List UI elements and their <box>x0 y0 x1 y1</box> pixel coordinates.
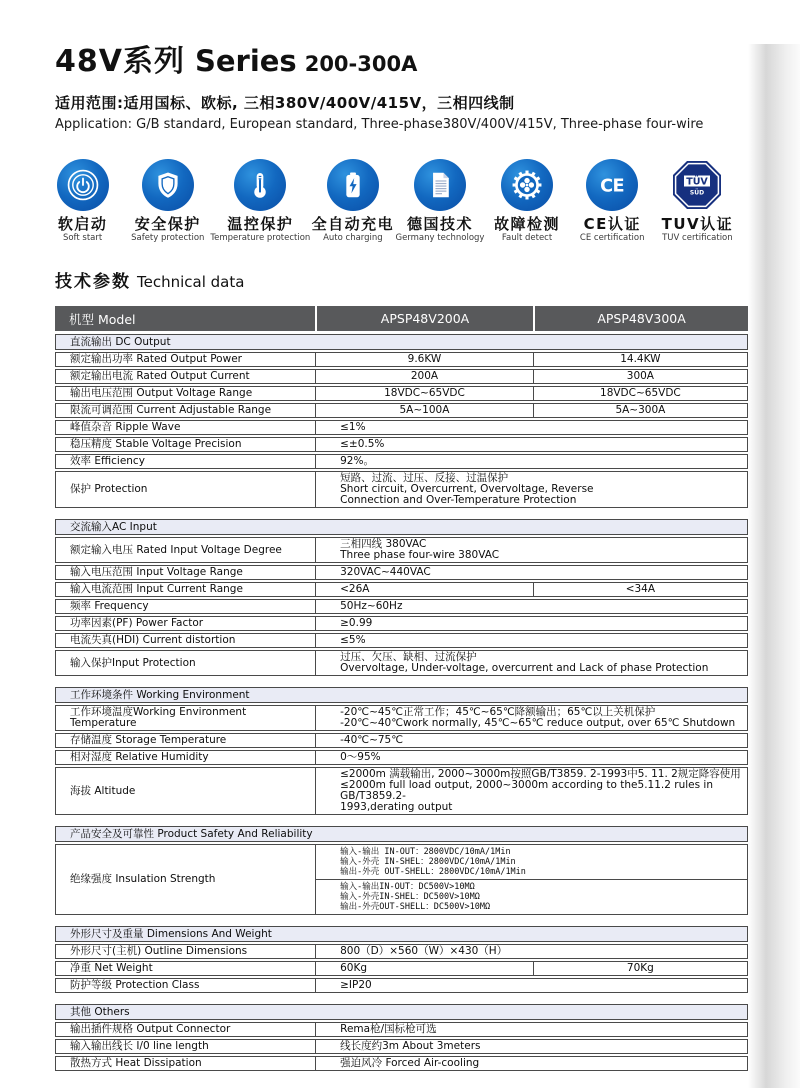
insulation-line: 输入-输出 IN-OUT：2800VDC/10mA/1Min <box>340 847 511 857</box>
spec-section <box>55 519 748 676</box>
spec-value-cell: 60Kg <box>315 962 533 975</box>
spec-row <box>55 352 748 367</box>
feature-item <box>484 159 569 244</box>
spec-label-cell: 海拔 Altitude <box>70 784 136 797</box>
feature-label-zh: 德国技术 <box>406 215 473 233</box>
spec-row <box>55 582 748 597</box>
spec-row <box>55 437 748 452</box>
spec-row <box>55 403 748 418</box>
spec-value-cell <box>315 600 747 613</box>
feature-item <box>125 159 210 244</box>
spec-label-cell: 外形尺寸(主机) Outline Dimensions <box>70 945 248 957</box>
spec-label-cell: 功率因素(PF) Power Factor <box>70 617 204 629</box>
ce-icon <box>586 159 638 211</box>
spec-value-line: Overvoltage, Under-voltage, overcurrent and Lack of phase Protection <box>340 662 709 674</box>
spec-row <box>55 386 748 401</box>
spec-section <box>55 1004 748 1071</box>
section-header: 其他 Others <box>55 1004 748 1020</box>
spec-row <box>55 961 748 976</box>
spec-value-cell: 300A <box>533 370 747 383</box>
section-header: 交流输入AC Input <box>55 519 748 535</box>
feature-item <box>570 159 655 244</box>
spec-value-cell <box>315 538 747 562</box>
feature-label-zh: CE认证 <box>583 215 641 233</box>
spec-value-cell: 70Kg <box>533 962 747 975</box>
application-en: Application: G/B standard, European standard, Three-phase380V/400V/415V, Three-phase four-wire <box>55 117 704 132</box>
spec-value-line: ≤1% <box>340 421 366 433</box>
feature-item <box>310 159 395 244</box>
feature-item <box>655 159 740 244</box>
spec-label-cell: 净重 Net Weight <box>70 962 153 974</box>
page-content <box>0 44 800 1071</box>
feature-item <box>210 159 310 244</box>
spec-row <box>55 844 748 915</box>
section-header: 产品安全及可靠性 Product Safety And Reliability <box>55 826 748 842</box>
spec-value-line: Rema枪/国标枪可选 <box>340 1023 437 1035</box>
spec-label-cell: 防护等级 Protection Class <box>70 979 200 991</box>
spec-value-cell: 5A~100A <box>315 404 533 417</box>
spec-label-cell: 输入电流范围 Input Current Range <box>70 583 243 595</box>
features-row <box>40 159 740 244</box>
title-range: 200-300A <box>304 52 418 76</box>
spec-label-cell: 限流可调范围 Current Adjustable Range <box>70 404 272 416</box>
spec-label-cell: 额定输出功率 Rated Output Power <box>70 353 242 365</box>
tech-heading-zh: 技术参数 <box>55 272 131 292</box>
spec-value-cell <box>315 651 747 675</box>
spec-value-line: ≥IP20 <box>340 979 372 991</box>
spec-label-cell: 额定输入电压 Rated Input Voltage Degree <box>70 543 282 556</box>
feature-label-en: Germany technology <box>395 233 485 243</box>
spec-row <box>55 750 748 765</box>
spec-value-line: ≤2000m full load output, 2000~3000m according to the5.11.2 rules in GB/T3859.2- <box>340 779 713 802</box>
feature-label-zh: 安全保护 <box>134 215 201 233</box>
spec-value-cell: 14.4KW <box>533 353 747 366</box>
spec-row <box>55 944 748 959</box>
spec-row <box>55 767 748 815</box>
spec-value-line: -40℃~75℃ <box>340 734 404 746</box>
spec-value-cell: 18VDC~65VDC <box>533 387 747 400</box>
spec-value-cell: 9.6KW <box>315 353 533 366</box>
model-header-label: 机型 Model <box>69 311 136 327</box>
spec-label-cell: 输入输出线长 I/0 line length <box>70 1040 209 1052</box>
feature-label-zh: 温控保护 <box>227 215 294 233</box>
feature-label-en: CE certification <box>579 233 645 243</box>
spec-row <box>55 978 748 993</box>
spec-label-cell: 效率 Efficiency <box>70 455 145 467</box>
spec-value-cell <box>315 566 747 579</box>
spec-label-cell: 绝缘强度 Insulation Strength <box>70 873 216 885</box>
spec-value-cell <box>315 438 747 451</box>
spec-value-line: 线长度约3m About 3meters <box>340 1040 481 1052</box>
spec-value-line: 92%。 <box>340 455 374 467</box>
spec-value-line: ≥0.99 <box>340 617 373 629</box>
spec-row <box>55 420 748 435</box>
spec-label-cell: 相对湿度 Relative Humidity <box>70 751 209 763</box>
feature-item <box>40 159 125 244</box>
title-zh: 48V系列 <box>55 44 185 79</box>
spec-label-cell: 工作环境温度Working Environment Temperature <box>70 706 247 729</box>
spec-label-cell: 输出插件规格 Output Connector <box>70 1023 231 1035</box>
spec-value-line: ≤2000m 满载输出, 2000~3000m按照GB/T3859. 2-1993中5. 11. 2规定降容使用 <box>340 768 741 780</box>
svg-text:CE: CE <box>600 176 625 197</box>
spec-value-cell <box>315 1023 747 1036</box>
svg-text:TÜV: TÜV <box>686 176 709 188</box>
feature-label-en: Fault detect <box>501 233 553 243</box>
spec-value-line: Connection and Over-Temperature Protection <box>340 494 577 506</box>
application-zh: 适用范围:适用国标、欧标, 三相380V/400V/415V，三相四线制 <box>55 94 515 112</box>
spec-row <box>55 616 748 631</box>
page-title <box>55 44 800 83</box>
spec-section <box>55 826 748 915</box>
spec-value-cell: 5A~300A <box>533 404 747 417</box>
spec-value-line: 800（D）×560（W）×430（H） <box>340 945 508 957</box>
spec-label-cell: 保护 Protection <box>70 483 148 495</box>
spec-value-cell <box>315 455 747 468</box>
spec-row <box>55 1056 748 1071</box>
feature-label-zh: 故障检测 <box>494 215 561 233</box>
spec-value-line: 50Hz~60Hz <box>340 600 403 612</box>
model-header-row <box>55 306 748 331</box>
spec-value-line: 强迫风冷 Forced Air-cooling <box>340 1057 480 1069</box>
spec-value-line: -20℃~45℃正常工作；45℃~65℃降额输出；65℃以上关机保护 <box>340 706 656 718</box>
feature-label-zh: TUV认证 <box>661 215 734 233</box>
spec-label-cell: 电流失真(HDI) Current distortion <box>70 634 236 646</box>
spec-value-cell: 18VDC~65VDC <box>315 387 533 400</box>
spec-value-line: 三相四线 380VAC <box>340 538 427 550</box>
spec-label-cell: 散热方式 Heat Dissipation <box>70 1057 202 1069</box>
feature-label-en: Temperature protection <box>210 233 311 243</box>
spec-section <box>55 926 748 993</box>
spec-value-line: Short circuit, Overcurrent, Overvoltage, Reverse <box>340 483 594 495</box>
spec-row <box>55 633 748 648</box>
spec-row <box>55 471 748 508</box>
spec-value-cell <box>315 421 747 434</box>
spec-row <box>55 1022 748 1037</box>
model-column-a: APSP48V200A <box>315 306 533 331</box>
spec-row <box>55 369 748 384</box>
spec-value-cell <box>315 945 747 958</box>
spec-value-cell <box>315 472 747 507</box>
spec-label-cell: 峰值杂音 Ripple Wave <box>70 421 181 433</box>
insulation-line: 输出-外壳 OUT-SHELL：2800VDC/10mA/1Min <box>340 867 526 877</box>
gear-icon <box>501 159 553 211</box>
spec-value-line: 0～95% <box>340 751 381 763</box>
spec-value-line: ≤±0.5% <box>340 438 385 450</box>
spec-value-line: 短路、过流、过压、反接、过温保护 <box>340 472 509 484</box>
spec-label-cell: 输出电压范围 Output Voltage Range <box>70 387 253 399</box>
insulation-line: 输入-外壳IN-SHEL：DC500V>10MΩ <box>340 892 480 902</box>
spec-table <box>55 306 748 1071</box>
section-header: 直流输出 DC Output <box>55 334 748 350</box>
spec-label-cell: 额定输出电流 Rated Output Current <box>70 370 250 382</box>
insulation-line: 输入-输出IN-OUT：DC500V>10MΩ <box>340 882 475 892</box>
feature-label-zh: 全自动充电 <box>311 215 395 233</box>
feature-label-en: Auto charging <box>323 233 383 243</box>
insulation-group <box>316 845 747 879</box>
feature-item <box>395 159 484 244</box>
tech-data-heading <box>55 270 800 294</box>
spec-label-cell: 输入电压范围 Input Voltage Range <box>70 566 243 578</box>
spec-value-cell <box>315 751 747 764</box>
feature-label-en: Soft start <box>62 233 103 243</box>
document-icon <box>414 159 466 211</box>
soft-start-icon <box>57 159 109 211</box>
spec-section <box>55 687 748 815</box>
feature-label-en: Safety protection <box>131 233 205 243</box>
spec-value-cell <box>315 734 747 747</box>
spec-label-cell: 频率 Frequency <box>70 600 149 612</box>
spec-row <box>55 1039 748 1054</box>
feature-label-zh: 软启动 <box>57 215 108 233</box>
svg-text:SÜD: SÜD <box>690 189 705 197</box>
section-header: 外形尺寸及重量 Dimensions And Weight <box>55 926 748 942</box>
spec-label-cell: 输入保护Input Protection <box>70 656 196 669</box>
feature-label-en: TUV certification <box>662 233 733 243</box>
spec-row <box>55 705 748 731</box>
spec-table-body <box>55 334 748 1071</box>
spec-value-cell <box>315 706 747 730</box>
title-en: Series <box>194 44 297 78</box>
spec-row <box>55 454 748 469</box>
spec-value-line: 320VAC~440VAC <box>340 566 431 578</box>
datasheet-page <box>0 44 800 1088</box>
spec-value-line: 1993,derating output <box>340 801 453 813</box>
spec-value-line: ≤5% <box>340 634 366 646</box>
insulation-value-cell <box>315 845 747 914</box>
tuv-icon <box>670 159 724 211</box>
spec-value-cell: <34A <box>533 583 747 596</box>
insulation-group <box>316 879 747 914</box>
spec-row <box>55 733 748 748</box>
spec-value-line: Three phase four-wire 380VAC <box>340 549 500 561</box>
insulation-line: 输出-外壳OUT-SHELL：DC500V>10MΩ <box>340 902 491 912</box>
spec-row <box>55 537 748 563</box>
section-header: 工作环境条件 Working Environment <box>55 687 748 703</box>
spec-value-line: -20℃~40℃work normally, 45℃~65℃ reduce output, over 65℃ Shutdown <box>340 717 736 729</box>
spec-row <box>55 599 748 614</box>
spec-value-cell: 200A <box>315 370 533 383</box>
spec-label-cell: 稳压精度 Stable Voltage Precision <box>70 438 242 450</box>
thermometer-icon <box>234 159 286 211</box>
spec-value-cell <box>315 1040 747 1053</box>
spec-value-cell: <26A <box>315 583 533 596</box>
model-column-b: APSP48V300A <box>533 306 748 331</box>
spec-value-cell <box>315 768 747 814</box>
spec-value-line: 过压、欠压、缺相、过流保护 <box>340 651 477 663</box>
spec-value-cell <box>315 979 747 992</box>
spec-row <box>55 565 748 580</box>
battery-charging-icon <box>327 159 379 211</box>
spec-row <box>55 650 748 676</box>
spec-value-cell <box>315 1057 747 1070</box>
spec-label-cell: 存储温度 Storage Temperature <box>70 734 227 746</box>
shield-icon <box>142 159 194 211</box>
spec-value-cell <box>315 617 747 630</box>
spec-value-cell <box>315 634 747 647</box>
spec-section <box>55 334 748 508</box>
tech-heading-en: Technical data <box>137 273 245 291</box>
insulation-line: 输入-外壳 IN-SHEL：2800VDC/10mA/1Min <box>340 857 516 867</box>
